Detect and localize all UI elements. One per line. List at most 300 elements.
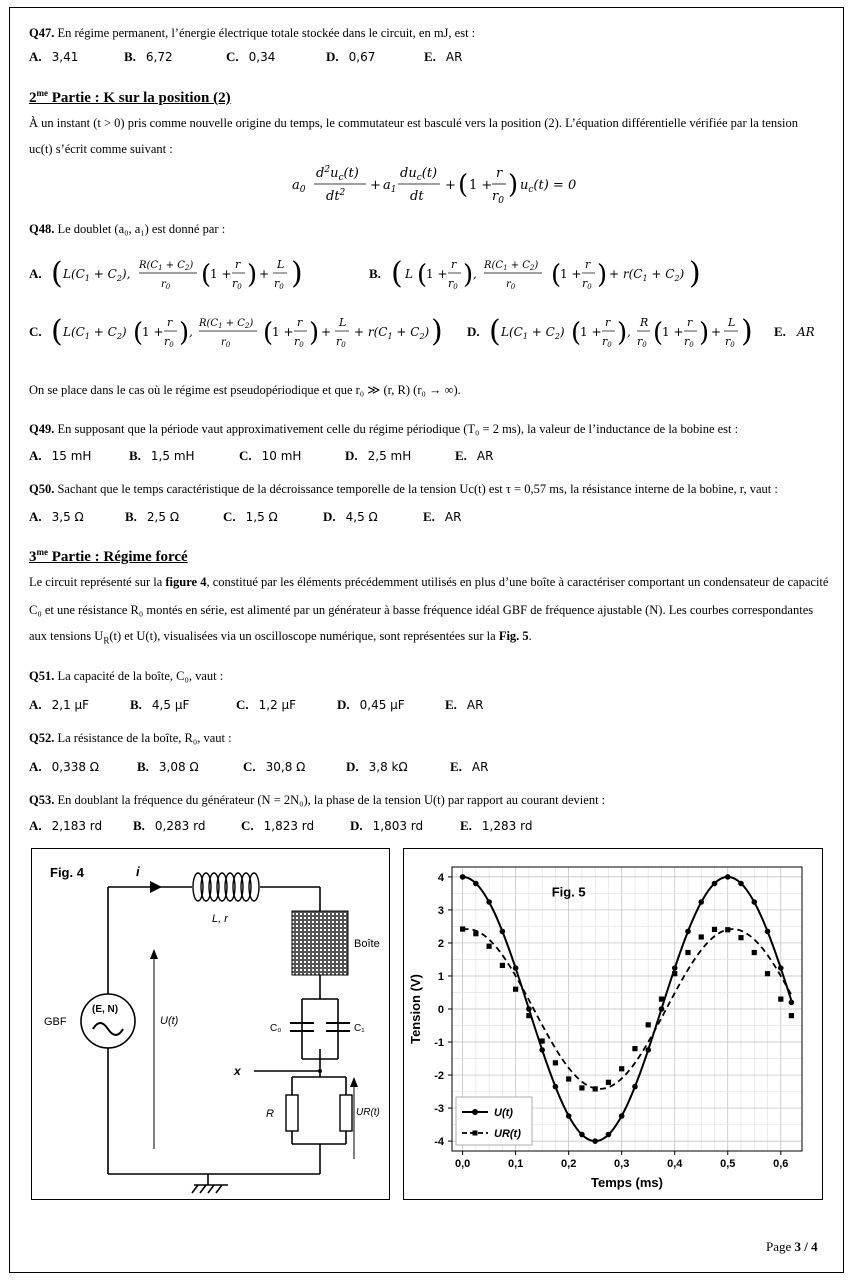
data-point-u	[526, 1006, 532, 1012]
svg-text:r0: $r_0$	[161, 279, 171, 291]
option-value: 1,283 rd	[481, 819, 533, 833]
data-point-u	[685, 929, 691, 935]
q50-option-e[interactable]	[423, 509, 461, 525]
data-point-u	[592, 1138, 598, 1144]
coil-label: L, r	[212, 913, 228, 925]
data-point-u	[579, 1132, 585, 1138]
svg-text:r0: r0	[448, 277, 458, 291]
q48-option-a[interactable]	[29, 256, 303, 291]
page-number: Page 3 / 4	[766, 1239, 818, 1254]
y-axis-label: Tension (V)	[408, 974, 423, 1044]
option-value: 1,5 mH	[150, 449, 195, 463]
option-letter: A.	[29, 448, 42, 463]
svg-text:(: (	[201, 260, 212, 290]
option-letter: D.	[323, 509, 336, 524]
svg-text:(: (	[489, 314, 501, 349]
option-value: 1,823 rd	[263, 819, 315, 833]
option-value: 0,34	[248, 50, 276, 64]
data-point-ur	[526, 1013, 531, 1018]
q48-text: Le doublet (a₀, a₁) est donné par :	[57, 222, 226, 236]
q51-option-d[interactable]	[337, 697, 405, 713]
q53-option-b[interactable]	[133, 818, 205, 834]
svg-text:R(C1 + C2): $R(C_1 + C_2)$	[139, 260, 194, 272]
option-letter: A.	[29, 697, 42, 712]
q52-number: Q52.	[29, 731, 55, 745]
y-tick-label: -4	[434, 1136, 444, 1149]
q52-option-c[interactable]	[243, 759, 305, 775]
data-point-ur	[540, 1038, 545, 1043]
option-value: 4,5 μF	[151, 698, 190, 712]
data-point-u	[765, 929, 771, 935]
option-letter: A.	[29, 818, 42, 833]
svg-text:L: L	[277, 258, 285, 271]
svg-text:(: (	[133, 318, 144, 348]
data-point-u	[486, 899, 492, 905]
current-arrow-icon	[150, 881, 162, 893]
svg-text:(: (	[458, 170, 469, 200]
q51-option-c[interactable]	[236, 697, 296, 713]
option-value: 2,5 mH	[367, 449, 412, 463]
gbf-label: GBF	[44, 1016, 67, 1028]
svg-text:r0: r0	[582, 277, 592, 291]
data-point-u	[698, 899, 704, 905]
q50-question	[29, 481, 778, 497]
part3-line3: aux tensions $U_R(t)$ et U(t), visualisées via un oscilloscope numérique, sont représentées sur la Fig. 5.	[29, 629, 532, 646]
svg-text:r0: r0	[725, 335, 735, 349]
svg-text:r: r	[605, 316, 611, 329]
data-point-u	[553, 1084, 559, 1090]
svg-text:(: (	[417, 260, 428, 290]
svg-text:uc(t) = 0: $u_c(t) = 0$	[520, 178, 577, 195]
svg-text:): )	[309, 318, 320, 348]
svg-text:r0: r0	[684, 335, 694, 349]
q51-number: Q51.	[29, 669, 55, 683]
data-point-ur	[789, 1013, 794, 1018]
svg-text:r: r	[687, 316, 693, 329]
data-point-u	[645, 1047, 651, 1053]
data-point-ur	[672, 971, 677, 976]
data-point-u	[606, 1132, 612, 1138]
q49-option-a[interactable]	[29, 448, 91, 464]
q49-option-b[interactable]	[129, 448, 195, 464]
svg-text:1 +: 1 +	[210, 267, 232, 281]
svg-text:r0: r0	[164, 335, 174, 349]
q48-option-e[interactable]	[774, 324, 815, 339]
svg-text:A.: A.	[29, 266, 42, 281]
data-point-u	[619, 1113, 625, 1119]
option-letter: B.	[137, 759, 149, 774]
legend-label-ur: UR(t)	[494, 1128, 521, 1140]
x-tick-label: 0,3	[614, 1158, 630, 1170]
differential-equation	[288, 160, 588, 208]
q51-question	[29, 668, 223, 684]
svg-text:D.: D.	[467, 324, 480, 339]
legend-label-u: U(t)	[494, 1107, 513, 1119]
data-point-ur	[579, 1085, 584, 1090]
svg-text:,: ,	[189, 325, 193, 339]
data-point-ur	[765, 971, 770, 976]
svg-text:r: r	[496, 166, 503, 181]
x-tick-label: 0,6	[773, 1158, 789, 1170]
svg-text:1 +: 1 +	[142, 325, 164, 339]
option-value: 2,183 rd	[51, 819, 103, 833]
q47-text: En régime permanent, l’énergie électrique totale stockée dans le circuit, en mJ, est :	[57, 26, 476, 40]
data-point-ur	[659, 996, 664, 1001]
svg-text:+: +	[370, 178, 381, 193]
option-letter: B.	[133, 818, 145, 833]
q48-options	[29, 250, 829, 360]
option-value: 1,2 μF	[258, 698, 297, 712]
q47-number: Q47.	[29, 26, 55, 40]
svg-text:): )	[689, 256, 701, 291]
option-value: 2,5 Ω	[146, 510, 179, 524]
svg-text:,: ,	[473, 267, 477, 281]
svg-text:r0: r0	[637, 335, 647, 349]
data-point-ur	[646, 1022, 651, 1027]
svg-text:(: (	[571, 318, 582, 348]
q50-number: Q50.	[29, 482, 55, 496]
q52-option-e[interactable]	[450, 759, 488, 775]
svg-text:r0: $r_0$	[221, 337, 231, 349]
fig4-title: Fig. 4	[50, 865, 84, 880]
option-letter: D.	[337, 697, 350, 712]
svg-text:dt: dt	[410, 189, 424, 204]
data-point-ur	[487, 944, 492, 949]
svg-text:(: (	[263, 318, 274, 348]
svg-text:+: +	[259, 267, 270, 281]
option-value: 1,803 rd	[372, 819, 424, 833]
option-letter: E.	[423, 509, 435, 524]
svg-text:dt2: $dt^2$	[326, 188, 346, 204]
data-point-u	[672, 965, 678, 971]
option-value: 0,338 Ω	[51, 760, 99, 774]
q51-option-b[interactable]	[130, 697, 189, 713]
svg-text:R(C1 + C2): $R(C_1 + C_2)$	[484, 260, 539, 272]
svg-text:1 +: 1 +	[469, 178, 493, 193]
q52-question	[29, 730, 232, 746]
svg-text:(: (	[653, 318, 664, 348]
svg-text:(: (	[551, 260, 562, 290]
data-point-ur	[699, 934, 704, 939]
svg-text:1 +: 1 +	[272, 325, 294, 339]
svg-text:r0: r0	[294, 335, 304, 349]
option-letter: C.	[223, 509, 236, 524]
svg-text:C.: C.	[29, 324, 42, 339]
data-point-u	[513, 965, 519, 971]
option-value: AR	[444, 510, 462, 524]
data-point-ur	[619, 1066, 624, 1071]
option-letter: A.	[29, 759, 42, 774]
y-tick-label: -2	[434, 1070, 444, 1083]
q52-option-a[interactable]	[29, 759, 99, 775]
y-tick-label: 3	[437, 904, 444, 917]
svg-text:+ r(C1 + C2): + $r(C_1 + C_2)$	[354, 325, 430, 341]
x-tick-label: 0,5	[720, 1158, 736, 1170]
svg-text:): )	[247, 260, 258, 290]
option-value: 3,8 kΩ	[368, 760, 408, 774]
option-value: 3,41	[51, 50, 79, 64]
resistor-r-icon	[286, 1095, 298, 1131]
data-point-u	[725, 874, 731, 880]
data-point-u	[738, 881, 744, 887]
q47-option-e[interactable]	[424, 49, 462, 65]
data-point-ur	[738, 935, 743, 940]
svg-text:r: r	[297, 316, 303, 329]
q48-option-d[interactable]	[467, 314, 753, 349]
q52-option-b[interactable]	[137, 759, 199, 775]
option-value: 2,1 μF	[51, 698, 90, 712]
q50-text: Sachant que le temps caractéristique de la décroissance temporelle de la tension Uc(t) est τ = 0,57 ms, la résistance interne de la bobine, r, vaut :	[57, 482, 778, 496]
option-letter: B.	[130, 697, 142, 712]
svg-text:(: (	[51, 256, 63, 291]
option-value: 30,8 Ω	[265, 760, 306, 774]
c0-label: C₀	[270, 1023, 282, 1034]
svg-text:): )	[741, 314, 753, 349]
pseudo-periodic-note: On se place dans le cas où le régime est pseudopériodique et que r₀ ≫ (r, R) (r₀ → ∞).	[29, 383, 461, 397]
option-letter: C.	[239, 448, 252, 463]
svg-text:r: r	[451, 258, 457, 271]
option-letter: D.	[346, 759, 359, 774]
svg-text:1 +: 1 +	[662, 325, 684, 339]
svg-text:): )	[597, 260, 608, 290]
q51-text: La capacité de la boîte, C₀, vaut :	[57, 669, 224, 683]
data-point-u	[789, 1000, 795, 1006]
option-letter: E.	[424, 49, 436, 64]
option-letter: A.	[29, 49, 42, 64]
resistor-r0-icon	[340, 1095, 352, 1131]
part2-line2: uc(t) s’écrit comme suivant :	[29, 142, 173, 156]
svg-text:E.: E.	[774, 324, 786, 339]
box-label: Boîte	[354, 938, 380, 950]
data-point-ur	[553, 1060, 558, 1065]
data-point-ur	[606, 1080, 611, 1085]
x-tick-label: 0,4	[667, 1158, 683, 1170]
q50-option-d[interactable]	[323, 509, 378, 525]
y-tick-label: 0	[437, 1004, 444, 1016]
svg-text:r: r	[167, 316, 173, 329]
q47-option-c[interactable]	[226, 49, 275, 65]
c1-label: C₁	[354, 1023, 365, 1034]
ur-label: UR(t)	[356, 1107, 380, 1118]
data-point-ur	[725, 927, 730, 932]
option-letter: C.	[241, 818, 254, 833]
part3-line1: Le circuit représenté sur la figure 4, constitué par les éléments précédemment utilisés en plus d’une boîte à caractériser comportant un condensateur de capacité	[29, 575, 829, 589]
data-point-u	[539, 1047, 545, 1053]
svg-text:r0: r0	[602, 335, 612, 349]
svg-text:a1: $a_1$	[383, 178, 397, 195]
part2-title: $2^{me}$ Partie : K sur la position (2)	[29, 88, 231, 106]
svg-text:L: L	[405, 267, 413, 281]
svg-text:r0: $r_0$	[506, 279, 516, 291]
generator-icon	[81, 994, 135, 1048]
current-label: i	[136, 864, 140, 879]
legend-marker-ur	[473, 1131, 478, 1136]
q53-question	[29, 792, 605, 808]
x-axis-label: Temps (ms)	[591, 1175, 663, 1190]
option-letter: E.	[445, 697, 457, 712]
x-tick-label: 0,0	[454, 1158, 471, 1170]
svg-text:AR: AR	[797, 325, 815, 339]
option-letter: E.	[460, 818, 472, 833]
svg-text:r0: r0	[232, 277, 242, 291]
q50-option-b[interactable]	[125, 509, 179, 525]
fig5-chart	[404, 849, 822, 1199]
svg-text:+ r(C1 + C2): + $r(C_1 + C_2)$	[609, 267, 685, 283]
option-letter: E.	[450, 759, 462, 774]
q51-option-a[interactable]	[29, 697, 89, 713]
q49-number: Q49.	[29, 422, 55, 436]
svg-text:L(C1 + C2): $L(C_1 + C_2)$	[501, 325, 565, 341]
q53-number: Q53.	[29, 793, 55, 807]
x-tick-label: 0,2	[561, 1158, 577, 1170]
box-icon	[292, 911, 348, 975]
x-label: x	[234, 1064, 241, 1078]
option-letter: C.	[243, 759, 256, 774]
y-tick-label: 4	[437, 871, 444, 884]
q49-option-e[interactable]	[455, 448, 493, 464]
option-value: AR	[445, 50, 463, 64]
data-point-u	[460, 874, 466, 880]
q50-option-c[interactable]	[223, 509, 278, 525]
svg-text:1 +: 1 +	[426, 267, 448, 281]
q52-option-d[interactable]	[346, 759, 408, 775]
y-tick-label: 2	[437, 937, 444, 950]
option-value: 6,72	[145, 50, 173, 64]
svg-text:r0: $r_0$	[492, 189, 504, 206]
option-letter: C.	[226, 49, 239, 64]
source-label: (E, N)	[92, 1004, 119, 1015]
q48-number: Q48.	[29, 222, 55, 236]
option-value: 3,5 Ω	[51, 510, 84, 524]
q53-option-e[interactable]	[460, 818, 532, 834]
option-value: 0,67	[348, 50, 376, 64]
q49-option-c[interactable]	[239, 448, 301, 464]
q48-option-c[interactable]	[29, 314, 443, 349]
svg-text:): )	[508, 170, 519, 200]
part2-line1: À un instant (t > 0) pris comme nouvelle origine du temps, le commutateur est basculé vers la position (2). L’équation différentielle vérifiée par la tension	[29, 116, 798, 130]
svg-text:r0: r0	[336, 335, 346, 349]
data-point-ur	[513, 987, 518, 992]
option-letter: B.	[124, 49, 136, 64]
y-tick-label: -3	[434, 1103, 444, 1116]
svg-text:R: R	[640, 316, 649, 329]
x-tick-label: 0,1	[507, 1158, 524, 1170]
svg-text:R(C1 + C2): $R(C_1 + C_2)$	[199, 318, 254, 330]
capacitor-icons	[290, 1023, 350, 1031]
svg-text:): )	[431, 314, 443, 349]
data-point-ur	[778, 996, 783, 1001]
voltage-label: U(t)	[160, 1015, 179, 1027]
svg-text:): )	[699, 318, 710, 348]
fig4-circuit-panel	[31, 848, 390, 1200]
svg-text:): )	[291, 256, 303, 291]
svg-text:L(C1 + C2),: $L(C_1 + C_2)$,	[63, 267, 131, 283]
svg-text:1 +: 1 +	[560, 267, 582, 281]
ground-icon	[192, 1174, 228, 1193]
coil-icon	[193, 873, 259, 901]
svg-text:): )	[617, 318, 628, 348]
part3-title: $3^{me}$ Partie : Régime forcé	[29, 547, 188, 565]
option-letter: D.	[350, 818, 363, 833]
circuit-diagram	[32, 849, 389, 1199]
svg-text:+: +	[711, 325, 722, 339]
data-point-u	[500, 929, 506, 935]
q52-text: La résistance de la boîte, R₀, vaut :	[57, 731, 232, 745]
q48-question	[29, 221, 225, 237]
svg-text:(: (	[51, 314, 63, 349]
option-letter: D.	[326, 49, 339, 64]
svg-text:(: (	[391, 256, 403, 291]
data-point-ur	[473, 931, 478, 936]
q48-option-b[interactable]	[369, 256, 701, 291]
data-point-u	[659, 1006, 665, 1012]
option-letter: B.	[125, 509, 137, 524]
svg-text:): )	[463, 260, 474, 290]
q47-option-b[interactable]	[124, 49, 173, 65]
q53-option-d[interactable]	[350, 818, 423, 834]
q51-option-e[interactable]	[445, 697, 483, 713]
q53-text: En doublant la fréquence du générateur (N = 2N₀), la phase de la tension U(t) par rapport au courant devient :	[57, 793, 606, 807]
option-value: AR	[466, 698, 484, 712]
svg-text:r: r	[585, 258, 591, 271]
data-point-u	[712, 881, 718, 887]
svg-text:d2uc(t): $d^2u_c(t)$	[316, 165, 359, 183]
svg-text:duc(t): $du_c(t)$	[400, 166, 438, 183]
data-point-ur	[460, 926, 465, 931]
svg-text:1 +: 1 +	[580, 325, 602, 339]
q50-option-a[interactable]	[29, 509, 84, 525]
option-letter: D.	[345, 448, 358, 463]
option-letter: A.	[29, 509, 42, 524]
y-tick-label: 1	[437, 970, 444, 983]
q49-option-d[interactable]	[345, 448, 411, 464]
data-point-u	[473, 881, 479, 887]
option-value: 0,45 μF	[359, 698, 405, 712]
option-value: 1,5 Ω	[245, 510, 278, 524]
r-label: R	[266, 1108, 274, 1120]
data-point-ur	[566, 1076, 571, 1081]
data-point-ur	[752, 950, 757, 955]
svg-text:,: ,	[627, 325, 631, 339]
option-value: 15 mH	[51, 449, 92, 463]
option-value: AR	[471, 760, 489, 774]
svg-text:L(C1 + C2): $L(C_1 + C_2)$	[63, 325, 127, 341]
part3-line2: C₀ et une résistance R₀ montés en série, est alimenté par un générateur à basse fréquence idéal GBF de fréquence ajustable (N). Les courbes correspondantes	[29, 603, 814, 617]
svg-text:a0: $a_0$	[292, 178, 306, 195]
svg-text:B.: B.	[369, 266, 381, 281]
q47-option-d[interactable]	[326, 49, 375, 65]
q49-text: En supposant que la période vaut approximativement celle du régime périodique (T₀ = 2 ms), la valeur de l’inductance de la bobine est :	[57, 422, 739, 436]
option-value: AR	[476, 449, 494, 463]
data-point-u	[751, 899, 757, 905]
q49-question	[29, 421, 738, 437]
data-point-u	[632, 1084, 638, 1090]
q53-option-a[interactable]	[29, 818, 102, 834]
q47-question	[29, 25, 475, 41]
q47-option-a[interactable]	[29, 49, 78, 65]
svg-text:L: L	[339, 316, 347, 329]
svg-text:r: r	[235, 258, 241, 271]
option-letter: B.	[129, 448, 141, 463]
option-value: 0,283 rd	[154, 819, 206, 833]
option-value: 4,5 Ω	[345, 510, 378, 524]
data-point-u	[566, 1113, 572, 1119]
data-point-ur	[500, 963, 505, 968]
q53-option-c[interactable]	[241, 818, 314, 834]
svg-text:+: +	[321, 325, 332, 339]
y-tick-label: -1	[434, 1037, 444, 1050]
option-value: 10 mH	[261, 449, 302, 463]
